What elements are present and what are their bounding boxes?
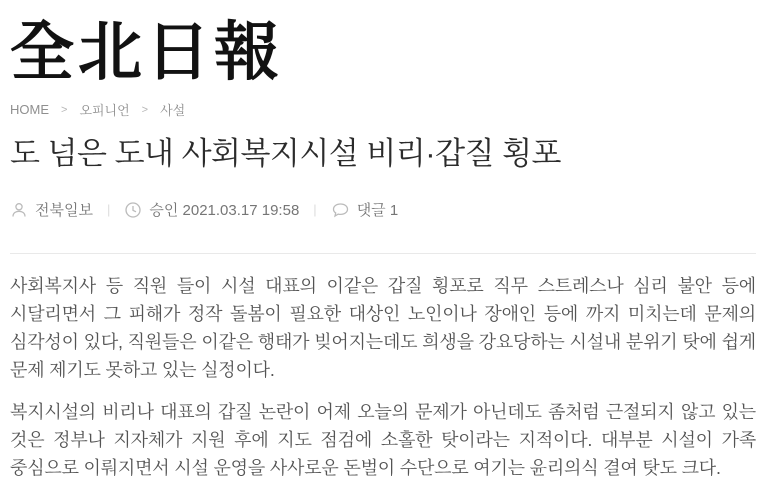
breadcrumb-separator-icon: > [141, 103, 149, 116]
comment-bubble-icon [331, 201, 350, 219]
article-paragraph: 복지시설의 비리나 대표의 갑질 논란이 어제 오늘의 문제가 아닌데도 좀처럼 근절되지 않고 있는 것은 정부나 지자체가 지원 후에 지도 점검에 소홀한 탓이라는 지적이다. 대부분 시설이 가족 중심으로 이뤄지면서 시설 운영을 사사로운 돈벌이 수단으로 여기는 윤리의식 결여 탓도 크다. [10, 402, 756, 478]
comment-count-label: 댓글 1 [356, 202, 399, 219]
byline [10, 199, 93, 220]
author-name: 전북일보 [35, 202, 93, 219]
article-title: 도 넘은 도내 사회복지시설 비리·갑질 횡포 [10, 136, 561, 171]
newspaper-logo[interactable]: 全北日報 [10, 16, 282, 88]
clock-icon [124, 201, 142, 219]
breadcrumb-item-opinion[interactable]: 오피니언 [79, 103, 130, 118]
comment-count-link[interactable] [331, 199, 399, 220]
publish-datetime: 승인 2021.03.17 19:58 [149, 202, 300, 219]
breadcrumb-item-home[interactable]: HOME [10, 102, 49, 117]
article-body [10, 272, 756, 482]
person-icon [10, 201, 28, 219]
content-divider [10, 253, 756, 254]
meta-separator: | [106, 202, 111, 217]
meta-separator: | [313, 202, 317, 217]
breadcrumb-item-editorial[interactable]: 사설 [160, 103, 186, 118]
breadcrumb [10, 100, 756, 119]
publish-info [124, 199, 299, 220]
article-paragraph: 사회복지사 등 직원 들이 시설 대표의 이같은 갑질 횡포로 직무 스트레스나 심리 불안 등에 시달리면서 그 피해가 정작 돌봄이 필요한 대상인 노인이나 장애인 등에 까지 미치는데 문제의 심각성이 있다, 직원들은 이같은 행태가 빚어지는데도 희생을 강요당하는 시설내 분위기 탓에 쉽게 문제 제기도 못하고 있는 실정이다. [10, 276, 756, 380]
breadcrumb-separator-icon: > [61, 103, 68, 116]
article-meta [10, 199, 756, 220]
